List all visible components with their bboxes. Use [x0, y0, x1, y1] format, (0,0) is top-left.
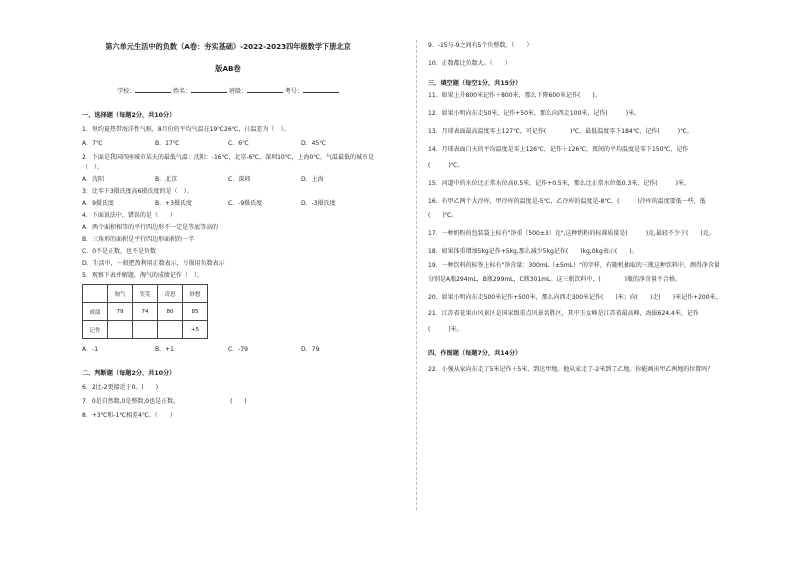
section-fill-heading: 三、填空题（每空1分，共15分） [428, 80, 522, 87]
section-judge-heading: 二、判断题（每题2分，共10分） [82, 370, 176, 377]
question-14-line1: 14．月球表面白天的平均温度是零上126℃，记作＋126℃，夜间的平均温度是零下150℃，记作 [428, 146, 689, 153]
question-10: 10．正数都比负数大。（ ） [428, 60, 511, 67]
question-18: 18．如果体重增加5kg记作+5kg,那么减少5kg记作( )kg,0kg表示( )。 [428, 248, 638, 255]
question-21-line1: 21．江苏省花果山风景区是国家级重点风景名胜区，其中玉女峰是江苏省最高峰，海拔624.4米，记作 [428, 310, 699, 317]
question-14-line2: ( )℃。 [428, 162, 464, 169]
exam-title-line2: 版AB卷 [215, 64, 241, 73]
table-cell [83, 285, 108, 303]
question-9: 9．-15与-9之间有5个负整数。（ ） [428, 42, 533, 49]
column-divider [416, 40, 417, 510]
question-15: 15．河道中的水位比正常水位高0.5米，记作+0.5米，那么比正常水位低0.3米，记作( )米。 [428, 180, 690, 187]
question-5-options [82, 345, 374, 355]
question-19-line2: 分别是A瓶294mL，B瓶299mL，C瓶301mL。这三瓶饮料中，( )瓶的净含量不合格。 [428, 276, 682, 283]
table-cell: 记作 [83, 321, 108, 339]
table-cell: 成绩 [83, 303, 108, 321]
question-1-options [82, 139, 374, 149]
table-cell: 奇思 [158, 285, 183, 303]
table-cell: 80 [158, 303, 183, 321]
question-12: 12．如果小明向东走50米，记作+50米，那么向西走100米，记作( )米。 [428, 110, 641, 117]
q3-option-b: B．+3摄氏度 [155, 200, 192, 207]
table-cell: 妙想 [183, 285, 208, 303]
question-13: 13．月球表面最高温度零上127℃，可记作( )℃，最低温度零下184℃，记作( )℃。 [428, 128, 693, 135]
q1-option-d: D．45℃ [301, 140, 326, 147]
question-16-line1: 16．有甲乙两个大冷库，甲冷库的温度是-5℃，乙冷库的温度是-8℃，( )冷库的温度要低一些，低 [428, 198, 706, 205]
table-row [83, 285, 208, 303]
q4-option-a: A．两个面积相等的平行四边形不一定是等底等高的 [82, 224, 219, 231]
exam-no-label: 考号： [284, 88, 303, 95]
q5-option-a: A．-1 [82, 346, 99, 353]
q2-option-a: A．沈阳 [82, 176, 105, 183]
section-choice-heading: 一、选择题（每题2分，共10分） [82, 112, 176, 119]
q4-option-d: D．生活中，一般把盈利用正数表示，亏损用负数表示 [82, 260, 225, 267]
class-label: 班级： [228, 88, 247, 95]
question-22: 22．小强从家向东走了5米记作＋5米，到达甲地。他从家走了-2米到了乙地。你能画出甲乙两地的位置吗？ [428, 366, 714, 373]
q5-option-b: B．+1 [155, 346, 174, 353]
table-row [83, 321, 208, 339]
q5-option-d: D．79 [301, 346, 320, 353]
q4-option-c: C．0不是正数，也不是负数 [82, 248, 157, 255]
question-8: 8．+3℃和-1℃相差4℃。（ ） [82, 412, 176, 419]
table-cell [158, 321, 183, 339]
question-19-line1: 19．一种饮料的标签上标有"净含量：300mL（±5mL）"的字样，有随机抽取的三瓶这种饮料中，测得净含量 [428, 262, 720, 269]
question-17: 17．一种奶粉的包装袋上标有"净重（500±3）克",这种奶粉的标准质量是( )克,最轻不少于( )克。 [428, 230, 715, 237]
table-cell [133, 321, 158, 339]
table-cell: 74 [133, 303, 158, 321]
q3-option-d: D．-3摄氏度 [301, 200, 336, 207]
question-20: 20．如果小明向东走500米记作+500米，那么向西走300米记作( )米；向( )走( )米记作+200米。 [428, 294, 722, 301]
name-label: 姓名： [173, 88, 192, 95]
question-3-options [82, 199, 374, 209]
question-6: 6．2比-2更接近于0。( ) [82, 384, 159, 391]
table-cell: 淘气 [108, 285, 133, 303]
q2-option-c: C．深圳 [228, 176, 251, 183]
score-table [82, 284, 208, 339]
class-blank [247, 84, 283, 93]
exam-title-line1: 第六单元生活中的负数（A卷：夯实基础）-2022-2023四年级数学下册北京 [105, 42, 351, 51]
name-blank [191, 84, 227, 93]
left-column [82, 0, 374, 421]
question-11: 11．如果上升800米记作＋800米，那么下降600米记作( )。 [428, 92, 601, 99]
question-4: 4．下面说法中，错误的是（ ） [82, 212, 176, 219]
q1-option-c: C．6℃ [228, 140, 249, 147]
question-2-line1: 2．下面是我国四座城市某天的最低气温：沈阳：-16℃，北京-6℃，深圳10℃，上海0℃。气温最低的城市是 [82, 154, 375, 161]
q5-option-c: C．-79 [228, 346, 248, 353]
table-cell [108, 321, 133, 339]
q4-option-b: B．三角形的面积是平行四边形面积的一半 [82, 236, 195, 243]
q1-option-a: A．7℃ [82, 140, 103, 147]
table-row [83, 303, 208, 321]
student-info-row [82, 84, 374, 97]
school-label: 学校： [117, 88, 136, 95]
q3-option-c: C．-9摄氏度 [228, 200, 263, 207]
right-column [428, 0, 728, 375]
table-cell: 79 [108, 303, 133, 321]
table-cell: 笑笑 [133, 285, 158, 303]
q1-option-b: B．17℃ [155, 140, 180, 147]
question-2-options [82, 175, 374, 185]
q2-option-d: D．上海 [301, 176, 324, 183]
q3-option-a: A．9摄氏度 [82, 200, 114, 207]
question-7: 7．0是自然数,0是整数,0也是正数。 ( ) [82, 398, 247, 405]
exam-no-blank [303, 84, 339, 93]
question-2-line2: （ ）。 [82, 164, 104, 171]
table-cell: 85 [183, 303, 208, 321]
q2-option-b: B．北京 [155, 176, 178, 183]
question-21-line2: ( )米。 [428, 326, 463, 333]
question-5: 5．观察下表并解题，淘气的成绩记作（ ）。 [82, 272, 203, 279]
question-16-line2: ( )℃。 [428, 212, 458, 219]
school-blank [135, 84, 171, 93]
question-1: 1．里约夏热带海洋性气候，8月份的平均气温在19℃26℃，日温差为（ ）。 [82, 126, 290, 133]
question-3: 3．比零下3摄氏度高6摄氏度的是（ ）。 [82, 188, 193, 195]
table-cell: +5 [183, 321, 208, 339]
section-draw-heading: 四、作图题（每题7分，共14分） [428, 350, 522, 357]
